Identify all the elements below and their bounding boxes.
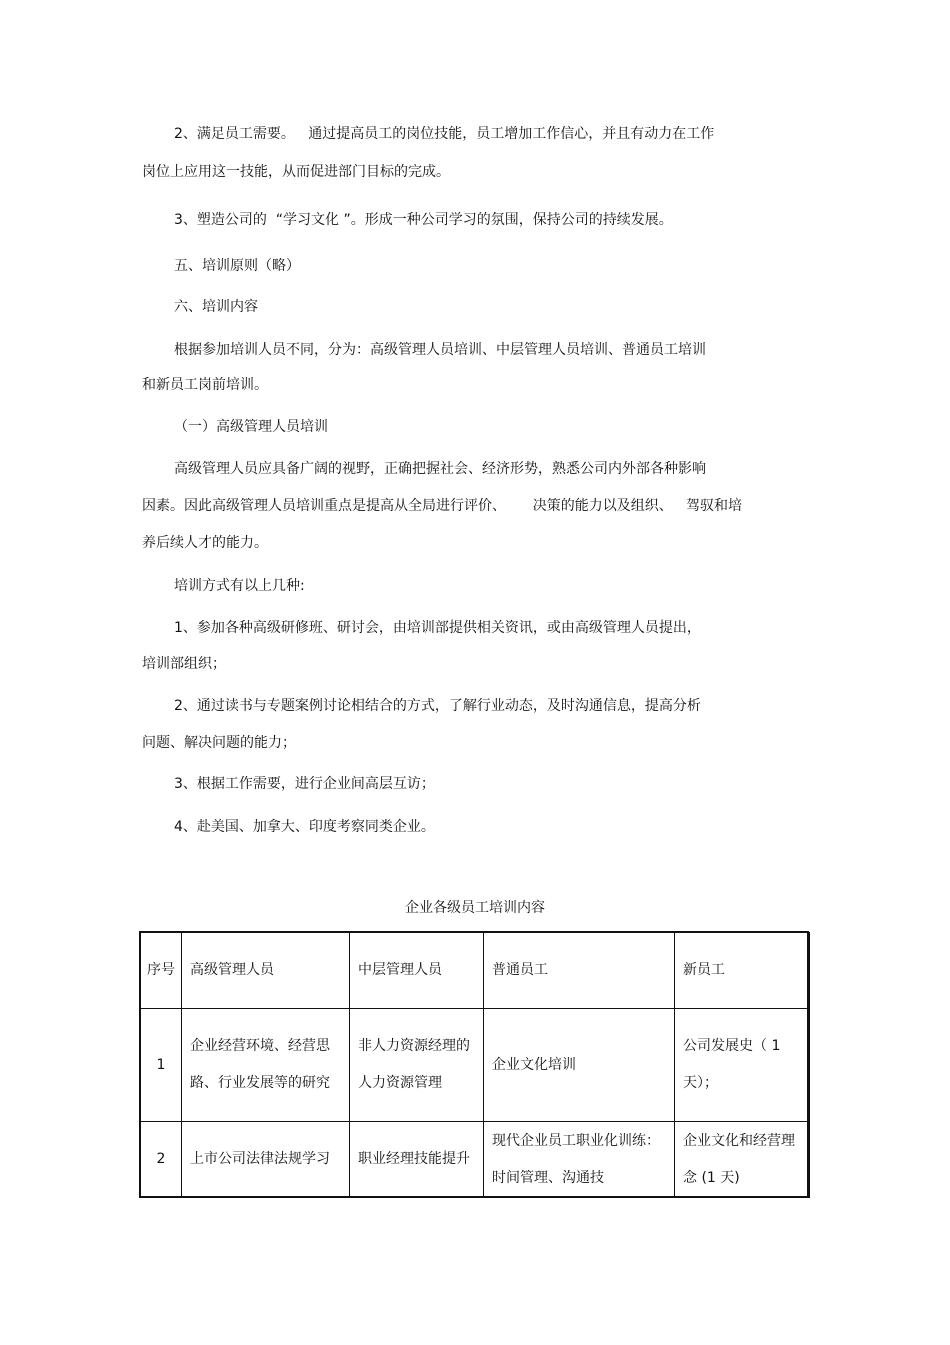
paragraph-line: 2、满足员工需要。 通过提高员工的岗位技能，员工增加工作信心，并且有动力在工作	[174, 126, 715, 142]
header-cell-new: 新员工	[675, 933, 810, 1009]
section-heading: 六、培训内容	[174, 299, 258, 315]
table-cell: 企业经营环境、经营思路、行业发展等的研究	[182, 1009, 350, 1122]
table-row	[141, 1122, 810, 1198]
table-header-row	[141, 933, 810, 1009]
header-cell-senior: 高级管理人员	[182, 933, 350, 1009]
table-row	[141, 1009, 810, 1122]
list-item: 1、参加各种高级研修班、研讨会，由培训部提供相关资讯，或由高级管理人员提出，	[174, 620, 701, 636]
list-item: 3、根据工作需要，进行企业间高层互访；	[174, 776, 435, 792]
list-item: 2、通过读书与专题案例讨论相结合的方式，了解行业动态，及时沟通信息，提高分析	[174, 698, 701, 714]
list-item-continuation: 培训部组织；	[142, 656, 226, 672]
table-cell: 非人力资源经理的人力资源管理	[350, 1009, 484, 1122]
list-item-continuation: 问题、解决问题的能力；	[142, 735, 296, 751]
training-content-table	[140, 932, 810, 1198]
section-heading: 五、培训原则（略）	[174, 258, 300, 274]
header-cell-index: 序号	[141, 933, 182, 1009]
paragraph-line: 岗位上应用这一技能，从而促进部门目标的完成。	[142, 164, 450, 180]
paragraph-line: 和新员工岗前培训。	[142, 377, 268, 393]
paragraph-line: 3、塑造公司的 “学习文化 ”。形成一种公司学习的氛围，保持公司的持续发展。	[174, 212, 673, 228]
table-caption: 企业各级员工培训内容	[405, 900, 545, 916]
list-item: 4、赴美国、加拿大、印度考察同类企业。	[174, 819, 435, 835]
table-cell: 企业文化培训	[484, 1009, 675, 1122]
table-cell: 现代企业员工职业化训练：时间管理、沟通技	[484, 1122, 675, 1198]
table-cell: 职业经理技能提升	[350, 1122, 484, 1198]
paragraph-line: 养后续人才的能力。	[142, 535, 268, 551]
paragraph-line: 高级管理人员应具备广阔的视野，正确把握社会、经济形势，熟悉公司内外部各种影响	[174, 461, 706, 477]
table-cell: 上市公司法律法规学习	[182, 1122, 350, 1198]
header-cell-middle: 中层管理人员	[350, 933, 484, 1009]
header-cell-staff: 普通员工	[484, 933, 675, 1009]
paragraph-line: 根据参加培训人员不同，分为：高级管理人员培训、中层管理人员培训、普通员工培训	[174, 342, 706, 358]
table-cell: 1	[141, 1009, 182, 1122]
paragraph-line: 因素。因此高级管理人员培训重点是提高从全局进行评价、 决策的能力以及组织、 驾驭和培	[142, 498, 743, 514]
subsection-heading: （一）高级管理人员培训	[174, 419, 328, 435]
paragraph-line: 培训方式有以上几种:	[174, 578, 305, 594]
table-cell: 公司发展史（ 1 天）；	[675, 1009, 810, 1122]
table-cell: 2	[141, 1122, 182, 1198]
table-cell: 企业文化和经营理念 (1 天)	[675, 1122, 810, 1198]
